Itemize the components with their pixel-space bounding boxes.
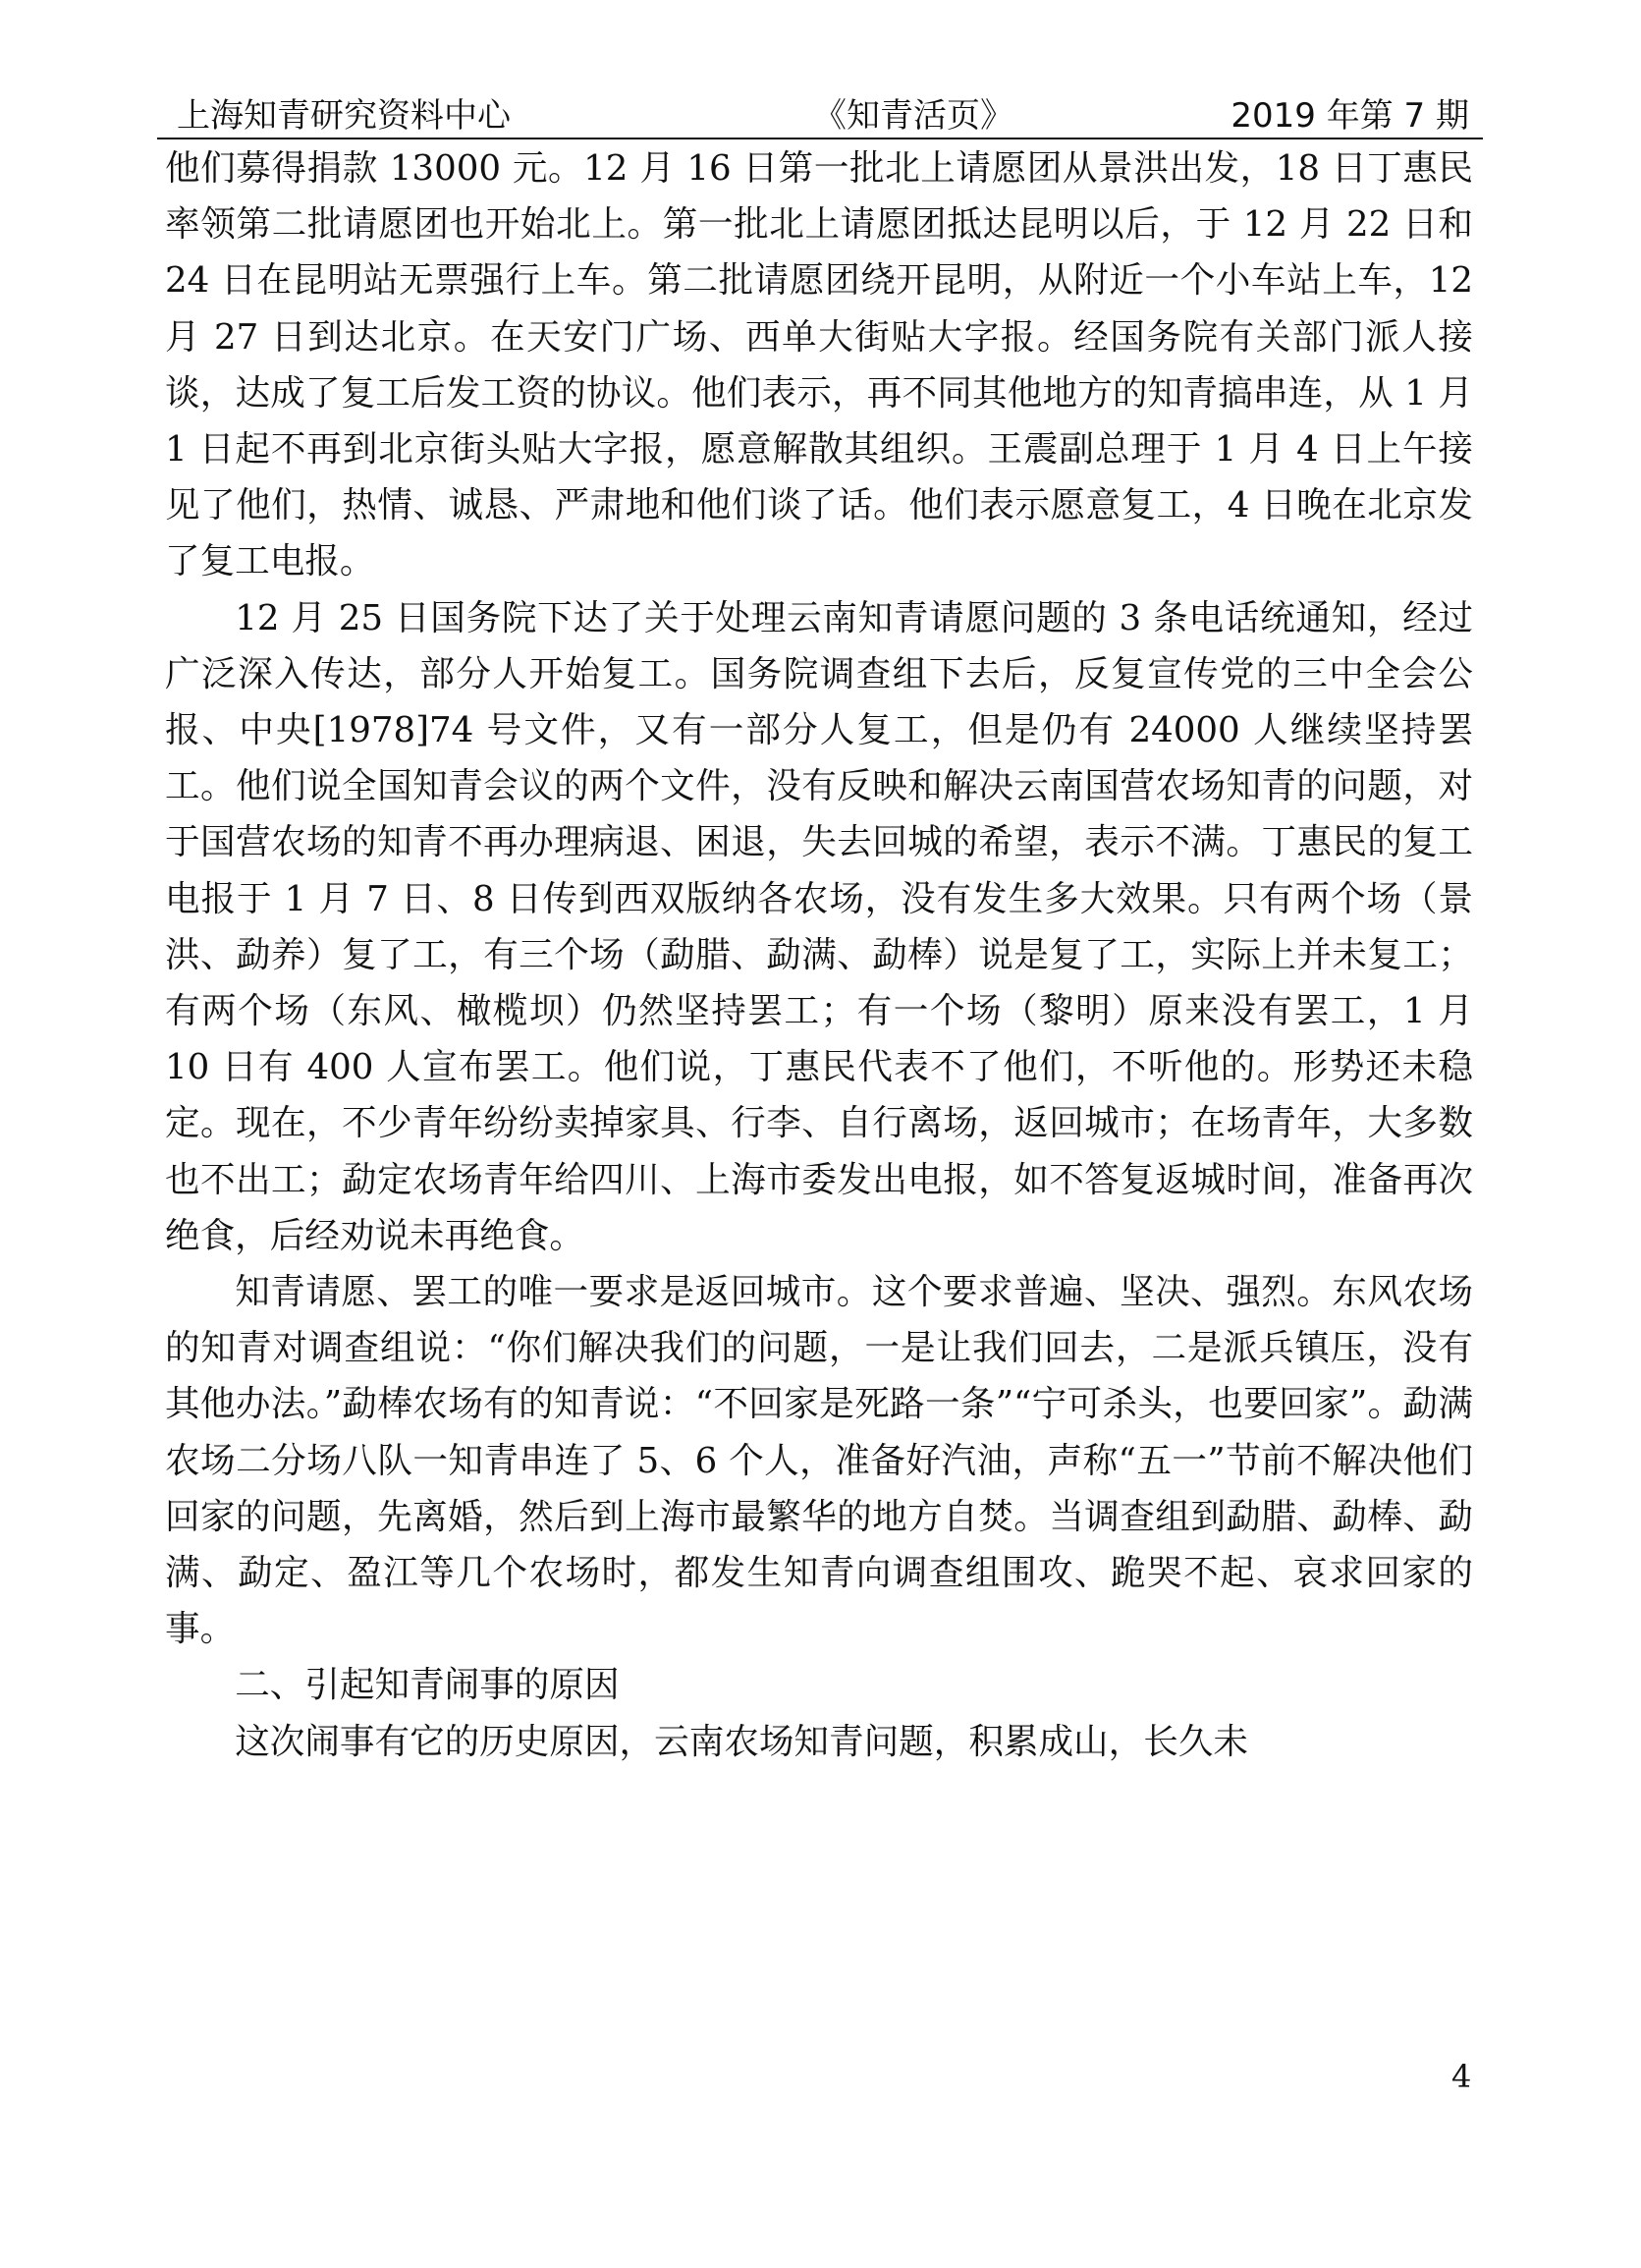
article-body	[165, 140, 1473, 1770]
header-divider	[157, 138, 1483, 139]
header-publisher: 上海知青研究资料中心	[177, 96, 511, 136]
paragraph: 12 月 25 日国务院下达了关于处理云南知青请愿问题的 3 条电话统通知，经过广泛深入传达，部分人开始复工。国务院调查组下去后，反复宣传党的三中全会公报、中央[1978]74 号文件，又有一部分人复工，但是仍有 24000 人继续坚持罢工。他们说全国知青会议的两个文件，没有反映和解决云南国营农场知青的问题，对于国营农场的知青不再办理病退、困退，失去回城的希望，表示不满。丁惠民的复工电报于 1 月 7 日、8 日传到西双版纳各农场，没有发生多大效果。只有两个场（景洪、勐养）复了工，有三个场（勐腊、勐满、勐棒）说是复了工，实际上并未复工；有两个场（东风、橄榄坝）仍然坚持罢工；有一个场（黎明）原来没有罢工，1 月 10 日有 400 人宣布罢工。他们说，丁惠民代表不了他们，不听他的。形势还未稳定。现在，不少青年纷纷卖掉家具、行李、自行离场，返回城市；在场青年，大多数也不出工；勐定农场青年给四川、上海市委发出电报，如不答复返城时间，准备再次绝食，后经劝说未再绝食。	[165, 597, 1473, 1256]
paragraph-continued: 他们募得捐款 13000 元。12 月 16 日第一批北上请愿团从景洪出发，18 日丁惠民率领第二批请愿团也开始北上。第一批北上请愿团抵达昆明以后，于 12 月 22 日和 24 日在昆明站无票强行上车。第二批请愿团绕开昆明，从附近一个小车站上车，12 月 27 日到达北京。在天安门广场、西单大街贴大字报。经国务院有关部门派人接谈，达成了复工后发工资的协议。他们表示，再不同其他地方的知青搞串连，从 1 月 1 日起不再到北京街头贴大字报，愿意解散其组织。王震副总理于 1 月 4 日上午接见了他们，热情、诚恳、严肃地和他们谈了话。他们表示愿意复工，4 日晚在北京发了复工电报。	[165, 148, 1473, 582]
paragraph: 知青请愿、罢工的唯一要求是返回城市。这个要求普遍、坚决、强烈。东风农场的知青对调查组说：“你们解决我们的问题，一是让我们回去，二是派兵镇压，没有其他办法。”勐棒农场有的知青说：“不回家是死路一条”“宁可杀头，也要回家”。勐满农场二分场八队一知青串连了 5、6 个人，准备好汽油，声称“五一”节前不解决他们回家的问题，先离婚，然后到上海市最繁华的地方自焚。当调查组到勐腊、勐棒、勐满、勐定、盈江等几个农场时，都发生知青向调查组围攻、跪哭不起、哀求回家的事。	[165, 1272, 1473, 1650]
header-issue: 2019 年第 7 期	[1231, 96, 1469, 136]
page-number: 4	[1451, 2058, 1472, 2095]
header-journal-title: 《知青活页》	[813, 96, 1013, 136]
page-header	[157, 81, 1483, 139]
paragraph: 这次闹事有它的历史原因，云南农场知青问题，积累成山，长久未	[235, 1721, 1248, 1762]
section-heading: 二、引起知青闹事的原因	[235, 1665, 620, 1706]
